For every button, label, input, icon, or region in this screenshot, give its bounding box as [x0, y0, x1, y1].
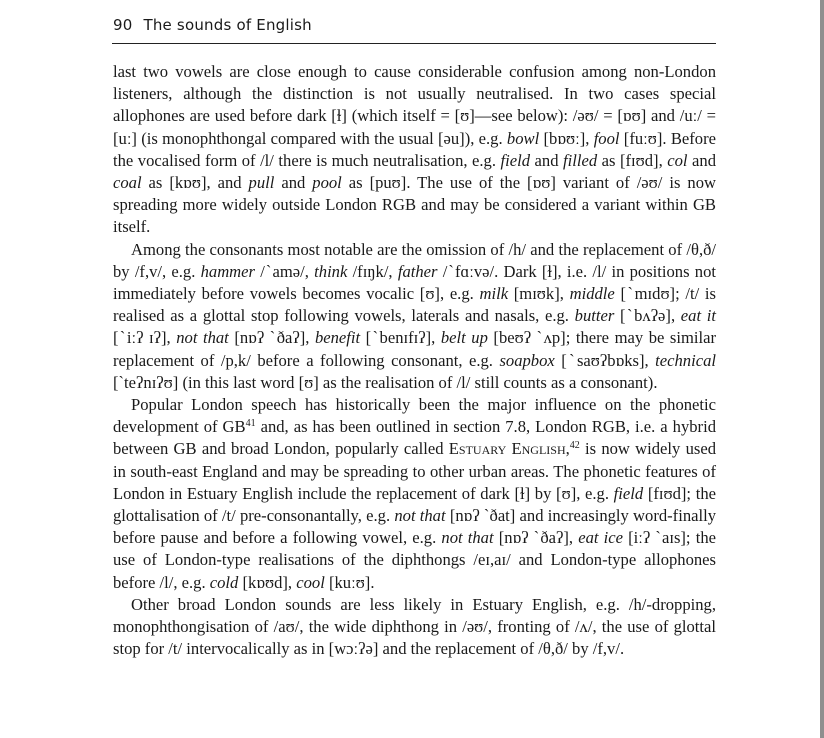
running-head: [113, 16, 716, 34]
example-word: soapbox: [499, 350, 555, 370]
text-run: [fɪʊd]; the glottalisation of /t/ pre-consonantally, e.g.: [113, 483, 716, 526]
text-run: is now widely used in south-east England and may be spreading to other urban areas. The phonetic features of London in Estuary English include the replacement of dark [ɫ] by [ʊ], e.g.: [113, 439, 716, 503]
example-word: not that: [441, 528, 494, 548]
paragraph: [113, 239, 716, 394]
text-run: [kɒʊd],: [238, 572, 297, 592]
example-word: cool: [296, 572, 325, 592]
text-run: last two vowels are close enough to cause considerable confusion among non-London listeners, although the distinction is not usually neutralised. In two cases special allophones are used before dark [ɫ] (which itself = [ʊ]—see below): /əʊ/ = [ɒʊ] and /uː/ = [uː] (is monophthongal compared with the usual [əu]), e.g.: [113, 62, 716, 148]
example-word: coal: [113, 173, 142, 193]
text-run: /fɪŋk/,: [347, 261, 398, 281]
page-number: 90: [113, 16, 133, 34]
example-word: filled: [563, 150, 598, 170]
example-word: field: [613, 483, 644, 503]
example-word: father: [397, 261, 438, 281]
example-word: col: [667, 150, 688, 170]
text-run: and: [530, 150, 564, 170]
term-smallcaps: Estuary English: [448, 439, 566, 459]
text-run: [ˋbʌʔə],: [614, 306, 681, 326]
text-run: [beʊʔ ˋʌp]; there may be similar replacement of /p,k/ before a following consonant, e.g.: [113, 328, 717, 370]
paragraph: [113, 394, 716, 594]
text-run: and: [687, 150, 716, 170]
example-word: not that: [394, 506, 446, 526]
text-run: [fuːʊ]. Before the vocalised form of /l/ there is much neutralisation, e.g.: [113, 128, 716, 170]
example-word: not that: [176, 328, 229, 348]
footnote-ref: 42: [569, 440, 580, 452]
text-run: [ˋsaʊʔbɒks],: [554, 350, 656, 370]
text-run: [nɒʔ ˋðaʔ],: [493, 528, 579, 548]
text-run: [iːʔ ˋaɪs]; the use of London-type realisations of the diphthongs /eɪ,aɪ/ and London-type allophones before /l/, e.g.: [113, 528, 716, 592]
text-run: [bɒʊː],: [539, 128, 594, 148]
text-run: [nɒʔ ˋðaʔ],: [228, 328, 315, 348]
text-run: /ˋamə/,: [254, 261, 315, 281]
example-word: think: [314, 261, 348, 281]
example-word: eat ice: [578, 528, 623, 548]
paragraph: [113, 61, 716, 239]
text-run: [ˋiːʔ ɪʔ],: [113, 328, 177, 348]
text-run: and: [274, 173, 313, 193]
footnote-ref: 41: [245, 418, 256, 430]
page-edge: [820, 0, 824, 738]
example-word: pull: [248, 173, 275, 193]
text-run: as [kɒʊ], and: [141, 173, 249, 193]
text-run: /ˋfɑːvə/. Dark [ɫ], i.e. /l/ in positions not immediately before vowels becomes vocalic [ʊ], e.g.: [113, 261, 716, 304]
body-text: [113, 61, 716, 660]
text-run: [ˋbenɪfɪʔ],: [360, 328, 441, 348]
example-word: belt up: [440, 328, 488, 348]
example-word: eat it: [680, 306, 716, 326]
text-run: [nɒʔ ˋðat] and increasingly word-finally before pause and before a following vowel, e.g.: [113, 506, 716, 548]
text-run: as [puʊ]. The use of the [ɒʊ] variant of /əʊ/ is now spreading more widely outside London RGB and may be considered a variant within GB itself.: [113, 173, 716, 237]
text-run: Popular London speech has historically been the major influence on the phonetic development of GB: [113, 395, 716, 437]
text-run: Other broad London sounds are less likely in Estuary English, e.g. /h/-dropping, monophthongisation of /aʊ/, the wide diphthong in /əʊ/, fronting of /ʌ/, the use of glottal stop for /t/ intervocalically as in [wɔːʔə] and the replacement of /θ,ð/ by /f,v/.: [113, 594, 716, 659]
text-run: as [fɪʊd],: [597, 150, 668, 170]
paragraph: [113, 594, 716, 661]
example-word: pool: [312, 173, 342, 193]
example-word: fool: [593, 128, 620, 148]
example-word: technical: [655, 350, 716, 370]
example-word: bowl: [506, 128, 540, 148]
text-run: [mɪʊk],: [508, 284, 570, 304]
header-rule: [112, 43, 716, 44]
example-word: benefit: [314, 328, 361, 348]
example-word: cold: [209, 572, 239, 592]
example-word: middle: [569, 284, 615, 304]
text-run: [ˋteʔnɪʔʊ] (in this last word [ʊ] as the realisation of /l/ still counts as a consonant).: [113, 372, 658, 392]
text-run: ,: [565, 439, 570, 459]
example-word: hammer: [200, 261, 255, 281]
running-title: The sounds of English: [143, 16, 312, 34]
text-run: [kuːʊ].: [324, 572, 375, 592]
example-word: butter: [574, 306, 615, 326]
text-run: [ˋmɪdʊ]; /t/ is realised as a glottal stop following vowels, laterals and nasals, e.g.: [113, 284, 716, 326]
text-run: and, as has been outlined in section 7.8, London RGB, i.e. a hybrid between GB and broad London, popularly called: [113, 417, 716, 459]
text-run: Among the consonants most notable are the omission of /h/ and the replacement of /θ,ð/ by /f,v/, e.g.: [113, 239, 716, 281]
example-word: field: [500, 150, 531, 170]
example-word: milk: [479, 284, 509, 304]
